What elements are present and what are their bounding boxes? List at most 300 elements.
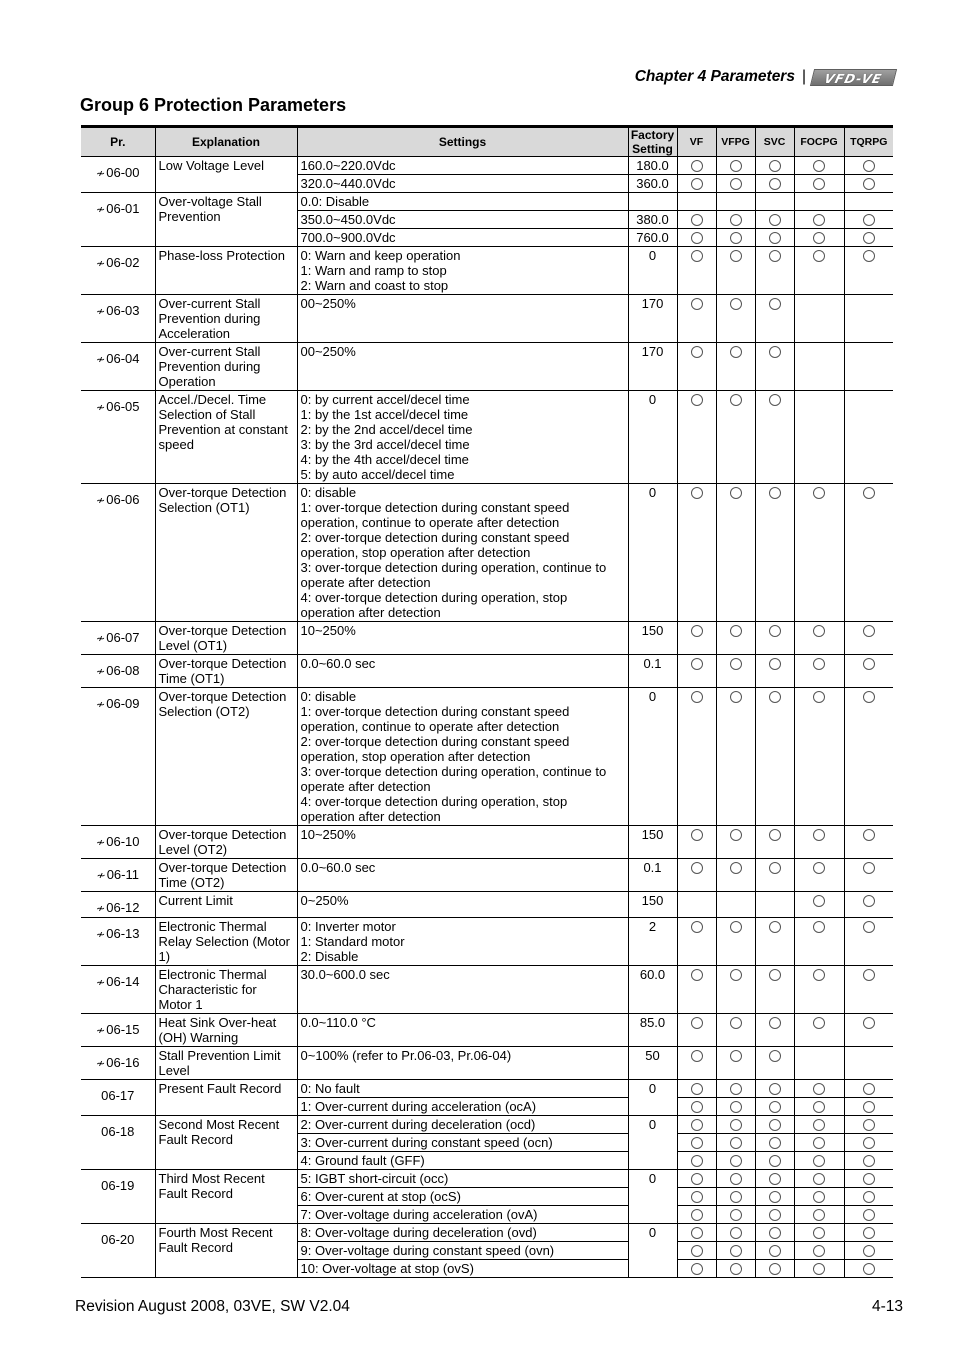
supported-mode-circle-icon	[691, 1083, 703, 1095]
parameter-row	[81, 966, 893, 1014]
supported-mode-circle-icon	[769, 1083, 781, 1095]
parameter-explanation: Over-torque Detection Level (OT1)	[155, 622, 297, 655]
footer-revision: Revision August 2008, 03VE, SW V2.04	[75, 1298, 350, 1315]
supported-mode-circle-icon	[769, 1173, 781, 1185]
mode-focpg-cell	[794, 1014, 844, 1047]
mode-svc-cell	[755, 1098, 794, 1116]
settings-cell	[297, 826, 628, 859]
supported-mode-circle-icon	[730, 625, 742, 637]
parameter-table	[81, 125, 893, 1278]
settings-cell	[297, 966, 628, 1014]
setting-option: 1: Over-current during acceleration (ocA)	[300, 1099, 537, 1114]
supported-mode-circle-icon	[730, 250, 742, 262]
supported-mode-circle-icon	[863, 214, 875, 226]
supported-mode-circle-icon	[691, 1119, 703, 1131]
parameter-number-cell	[81, 688, 155, 826]
mode-vfpg-cell	[716, 1116, 755, 1134]
parameter-row	[81, 295, 893, 343]
mode-tqrpg-cell	[844, 1224, 893, 1242]
mode-vfpg-cell	[716, 1224, 755, 1242]
factory-setting	[628, 193, 677, 211]
settings-cell	[297, 859, 628, 892]
parameter-row	[81, 157, 893, 175]
setting-option: 10~250%	[300, 623, 356, 638]
setting-option: 1: Warn and ramp to stop	[300, 263, 447, 278]
parameter-number-cell	[81, 1047, 155, 1080]
mode-vf-cell	[677, 247, 716, 295]
setting-option: 0: disable	[300, 689, 357, 704]
column-header-svc: SVC	[755, 127, 794, 157]
mode-vfpg-cell	[716, 391, 755, 484]
mode-vfpg-cell	[716, 211, 755, 229]
setting-option: 320.0~440.0Vdc	[300, 176, 396, 191]
mode-tqrpg-cell	[844, 211, 893, 229]
logo-text: VFD-VE	[822, 71, 884, 86]
supported-mode-circle-icon	[769, 298, 781, 310]
settings-cell	[297, 1206, 628, 1224]
settings-cell	[297, 1260, 628, 1278]
vfd-ve-logo	[810, 69, 897, 86]
setting-option: 4: by the 4th accel/decel time	[300, 452, 469, 467]
setting-option: 2: over-torque detection during constant speed operation, stop operation after detection	[300, 530, 570, 560]
setting-option: 2: Warn and coast to stop	[300, 278, 449, 293]
mode-vfpg-cell	[716, 1152, 755, 1170]
supported-mode-circle-icon	[769, 1101, 781, 1113]
parameter-row	[81, 1047, 893, 1080]
run-editable-icon: ≁	[96, 836, 106, 849]
supported-mode-circle-icon	[863, 862, 875, 874]
factory-setting: 150	[628, 622, 677, 655]
settings-cell	[297, 1188, 628, 1206]
parameter-number-cell	[81, 826, 155, 859]
supported-mode-circle-icon	[691, 862, 703, 874]
mode-focpg-cell	[794, 193, 844, 211]
supported-mode-circle-icon	[769, 1050, 781, 1062]
supported-mode-circle-icon	[813, 1119, 825, 1131]
parameter-number: 06-09	[106, 696, 140, 711]
parameter-number: 06-02	[106, 255, 140, 270]
mode-svc-cell	[755, 193, 794, 211]
supported-mode-circle-icon	[813, 178, 825, 190]
supported-mode-circle-icon	[813, 625, 825, 637]
mode-focpg-cell	[794, 247, 844, 295]
parameter-row	[81, 1224, 893, 1242]
setting-option: 0: by current accel/decel time	[300, 392, 470, 407]
mode-vfpg-cell	[716, 175, 755, 193]
settings-cell	[297, 247, 628, 295]
mode-vfpg-cell	[716, 1098, 755, 1116]
setting-option: 3: over-torque detection during operation, continue to operate after detection	[300, 764, 607, 794]
supported-mode-circle-icon	[863, 658, 875, 670]
setting-option: 0: disable	[300, 485, 357, 500]
parameter-number: 06-20	[101, 1232, 135, 1247]
mode-svc-cell	[755, 859, 794, 892]
mode-tqrpg-cell	[844, 1080, 893, 1098]
mode-svc-cell	[755, 1116, 794, 1134]
mode-vf-cell	[677, 966, 716, 1014]
supported-mode-circle-icon	[730, 1083, 742, 1095]
factory-setting: 360.0	[628, 175, 677, 193]
supported-mode-circle-icon	[813, 921, 825, 933]
factory-setting: 0	[628, 1080, 677, 1116]
parameter-explanation: Fourth Most Recent Fault Record	[155, 1224, 297, 1278]
settings-cell	[297, 484, 628, 622]
mode-tqrpg-cell	[844, 193, 893, 211]
mode-tqrpg-cell	[844, 1014, 893, 1047]
settings-cell	[297, 1080, 628, 1098]
factory-setting: 150	[628, 892, 677, 918]
mode-tqrpg-cell	[844, 1098, 893, 1116]
supported-mode-circle-icon	[691, 1191, 703, 1203]
supported-mode-circle-icon	[730, 1227, 742, 1239]
mode-svc-cell	[755, 211, 794, 229]
mode-tqrpg-cell	[844, 1188, 893, 1206]
settings-cell	[297, 343, 628, 391]
mode-focpg-cell	[794, 157, 844, 175]
parameter-row	[81, 343, 893, 391]
setting-option: 0: No fault	[300, 1081, 360, 1096]
setting-option: 0~100% (refer to Pr.06-03, Pr.06-04)	[300, 1048, 512, 1063]
mode-svc-cell	[755, 1224, 794, 1242]
parameter-number-cell	[81, 1080, 155, 1116]
parameter-explanation: Second Most Recent Fault Record	[155, 1116, 297, 1170]
parameter-number: 06-12	[106, 900, 140, 915]
factory-setting: 760.0	[628, 229, 677, 247]
mode-focpg-cell	[794, 391, 844, 484]
supported-mode-circle-icon	[863, 1137, 875, 1149]
parameter-number-cell	[81, 295, 155, 343]
supported-mode-circle-icon	[730, 160, 742, 172]
supported-mode-circle-icon	[813, 250, 825, 262]
mode-svc-cell	[755, 655, 794, 688]
setting-option: 4: over-torque detection during operation, stop operation after detection	[300, 590, 568, 620]
settings-cell	[297, 157, 628, 175]
supported-mode-circle-icon	[691, 1173, 703, 1185]
parameter-number: 06-01	[106, 201, 140, 216]
factory-setting: 60.0	[628, 966, 677, 1014]
mode-vfpg-cell	[716, 1134, 755, 1152]
factory-setting: 0.1	[628, 655, 677, 688]
run-editable-icon: ≁	[96, 632, 106, 645]
parameter-row	[81, 892, 893, 918]
parameter-number: 06-05	[106, 399, 140, 414]
setting-option: 1: by the 1st accel/decel time	[300, 407, 469, 422]
supported-mode-circle-icon	[691, 346, 703, 358]
supported-mode-circle-icon	[863, 1245, 875, 1257]
supported-mode-circle-icon	[730, 394, 742, 406]
setting-option: 2: over-torque detection during constant speed operation, stop operation after detection	[300, 734, 570, 764]
supported-mode-circle-icon	[813, 1155, 825, 1167]
mode-svc-cell	[755, 1206, 794, 1224]
settings-cell	[297, 1098, 628, 1116]
mode-vf-cell	[677, 229, 716, 247]
supported-mode-circle-icon	[730, 178, 742, 190]
supported-mode-circle-icon	[769, 625, 781, 637]
parameter-row	[81, 655, 893, 688]
setting-option: 00~250%	[300, 296, 356, 311]
mode-vf-cell	[677, 892, 716, 918]
supported-mode-circle-icon	[813, 160, 825, 172]
mode-svc-cell	[755, 1047, 794, 1080]
settings-cell	[297, 1224, 628, 1242]
supported-mode-circle-icon	[769, 1245, 781, 1257]
mode-focpg-cell	[794, 1188, 844, 1206]
supported-mode-circle-icon	[863, 625, 875, 637]
supported-mode-circle-icon	[769, 1209, 781, 1221]
supported-mode-circle-icon	[730, 1137, 742, 1149]
setting-option: 0: Warn and keep operation	[300, 248, 461, 263]
supported-mode-circle-icon	[691, 160, 703, 172]
supported-mode-circle-icon	[863, 969, 875, 981]
setting-option: 1: over-torque detection during constant speed operation, continue to operate after detection	[300, 704, 570, 734]
parameter-number: 06-14	[106, 974, 140, 989]
supported-mode-circle-icon	[813, 895, 825, 907]
column-header-factory-setting: Factory Setting	[628, 127, 677, 157]
parameter-row	[81, 193, 893, 211]
parameter-number: 06-04	[106, 351, 140, 366]
factory-setting: 0.1	[628, 859, 677, 892]
supported-mode-circle-icon	[730, 1017, 742, 1029]
mode-tqrpg-cell	[844, 1047, 893, 1080]
settings-cell	[297, 688, 628, 826]
parameter-number-cell	[81, 655, 155, 688]
supported-mode-circle-icon	[769, 1119, 781, 1131]
mode-tqrpg-cell	[844, 1206, 893, 1224]
supported-mode-circle-icon	[691, 298, 703, 310]
supported-mode-circle-icon	[730, 658, 742, 670]
settings-cell	[297, 295, 628, 343]
mode-focpg-cell	[794, 1170, 844, 1188]
mode-focpg-cell	[794, 622, 844, 655]
factory-setting: 0	[628, 484, 677, 622]
supported-mode-circle-icon	[691, 921, 703, 933]
supported-mode-circle-icon	[691, 178, 703, 190]
mode-vfpg-cell	[716, 859, 755, 892]
mode-vfpg-cell	[716, 343, 755, 391]
supported-mode-circle-icon	[691, 487, 703, 499]
mode-vfpg-cell	[716, 826, 755, 859]
supported-mode-circle-icon	[863, 691, 875, 703]
parameter-number: 06-15	[106, 1022, 140, 1037]
mode-svc-cell	[755, 688, 794, 826]
parameter-number-cell	[81, 1224, 155, 1278]
mode-focpg-cell	[794, 1116, 844, 1134]
mode-tqrpg-cell	[844, 295, 893, 343]
settings-cell	[297, 1116, 628, 1134]
mode-vfpg-cell	[716, 193, 755, 211]
mode-vf-cell	[677, 1116, 716, 1134]
setting-option: 3: by the 3rd accel/decel time	[300, 437, 470, 452]
supported-mode-circle-icon	[730, 1209, 742, 1221]
supported-mode-circle-icon	[730, 1119, 742, 1131]
mode-vfpg-cell	[716, 247, 755, 295]
mode-focpg-cell	[794, 1242, 844, 1260]
mode-svc-cell	[755, 157, 794, 175]
supported-mode-circle-icon	[769, 1191, 781, 1203]
mode-tqrpg-cell	[844, 1260, 893, 1278]
mode-vf-cell	[677, 295, 716, 343]
parameter-number-cell	[81, 247, 155, 295]
supported-mode-circle-icon	[691, 250, 703, 262]
supported-mode-circle-icon	[813, 1209, 825, 1221]
parameter-explanation: Over-torque Detection Time (OT1)	[155, 655, 297, 688]
setting-option: 2: Over-current during deceleration (ocd)	[300, 1117, 536, 1132]
supported-mode-circle-icon	[863, 1263, 875, 1275]
settings-cell	[297, 175, 628, 193]
setting-option: 3: over-torque detection during operation, continue to operate after detection	[300, 560, 607, 590]
supported-mode-circle-icon	[769, 969, 781, 981]
supported-mode-circle-icon	[813, 829, 825, 841]
column-header-explanation: Explanation	[155, 127, 297, 157]
page-number: 4-13	[871, 1298, 903, 1315]
setting-option: 0~250%	[300, 893, 349, 908]
factory-setting: 0	[628, 1170, 677, 1224]
settings-cell	[297, 1242, 628, 1260]
setting-option: 1: over-torque detection during constant speed operation, continue to operate after detection	[300, 500, 570, 530]
mode-tqrpg-cell	[844, 859, 893, 892]
mode-vfpg-cell	[716, 966, 755, 1014]
mode-svc-cell	[755, 1080, 794, 1098]
settings-cell	[297, 622, 628, 655]
supported-mode-circle-icon	[769, 829, 781, 841]
supported-mode-circle-icon	[813, 1173, 825, 1185]
factory-setting: 0	[628, 247, 677, 295]
mode-tqrpg-cell	[844, 157, 893, 175]
factory-setting: 150	[628, 826, 677, 859]
parameter-row	[81, 826, 893, 859]
parameter-number-cell	[81, 859, 155, 892]
factory-setting: 380.0	[628, 211, 677, 229]
supported-mode-circle-icon	[863, 895, 875, 907]
setting-option: 5: by auto accel/decel time	[300, 467, 455, 482]
supported-mode-circle-icon	[691, 1137, 703, 1149]
setting-option: 4: over-torque detection during operation, stop operation after detection	[300, 794, 568, 824]
settings-cell	[297, 655, 628, 688]
supported-mode-circle-icon	[813, 1101, 825, 1113]
chapter-header	[635, 68, 806, 86]
mode-tqrpg-cell	[844, 229, 893, 247]
parameter-number-cell	[81, 966, 155, 1014]
supported-mode-circle-icon	[691, 969, 703, 981]
supported-mode-circle-icon	[730, 346, 742, 358]
parameter-number-cell	[81, 1014, 155, 1047]
supported-mode-circle-icon	[730, 921, 742, 933]
supported-mode-circle-icon	[691, 1209, 703, 1221]
parameter-number: 06-07	[106, 630, 140, 645]
mode-focpg-cell	[794, 688, 844, 826]
mode-tqrpg-cell	[844, 247, 893, 295]
parameter-explanation: Over-torque Detection Time (OT2)	[155, 859, 297, 892]
factory-setting: 0	[628, 391, 677, 484]
column-header-focpg: FOCPG	[794, 127, 844, 157]
supported-mode-circle-icon	[813, 658, 825, 670]
run-editable-icon: ≁	[96, 869, 106, 882]
parameter-explanation: Current Limit	[155, 892, 297, 918]
setting-option: 7: Over-voltage during acceleration (ovA)	[300, 1207, 538, 1222]
mode-focpg-cell	[794, 1152, 844, 1170]
supported-mode-circle-icon	[691, 1101, 703, 1113]
supported-mode-circle-icon	[863, 487, 875, 499]
supported-mode-circle-icon	[863, 921, 875, 933]
mode-vf-cell	[677, 1260, 716, 1278]
run-editable-icon: ≁	[96, 257, 106, 270]
parameter-number-cell	[81, 1170, 155, 1224]
mode-vf-cell	[677, 1152, 716, 1170]
setting-option: 4: Ground fault (GFF)	[300, 1153, 425, 1168]
supported-mode-circle-icon	[813, 1227, 825, 1239]
mode-focpg-cell	[794, 1098, 844, 1116]
setting-option: 0.0~110.0 °C	[300, 1015, 376, 1030]
mode-vf-cell	[677, 1098, 716, 1116]
mode-vf-cell	[677, 391, 716, 484]
parameter-number: 06-06	[106, 492, 140, 507]
run-editable-icon: ≁	[96, 665, 106, 678]
parameter-number: 06-18	[101, 1124, 135, 1139]
supported-mode-circle-icon	[691, 214, 703, 226]
parameter-row	[81, 247, 893, 295]
mode-tqrpg-cell	[844, 1170, 893, 1188]
setting-option: 5: IGBT short-circuit (occ)	[300, 1171, 449, 1186]
mode-vf-cell	[677, 1206, 716, 1224]
factory-setting: 2	[628, 918, 677, 966]
run-editable-icon: ≁	[96, 203, 106, 216]
supported-mode-circle-icon	[769, 346, 781, 358]
parameter-number-cell	[81, 484, 155, 622]
parameter-explanation: Accel./Decel. Time Selection of Stall Prevention at constant speed	[155, 391, 297, 484]
settings-cell	[297, 1047, 628, 1080]
supported-mode-circle-icon	[769, 1263, 781, 1275]
mode-vfpg-cell	[716, 1206, 755, 1224]
settings-cell	[297, 1152, 628, 1170]
supported-mode-circle-icon	[769, 862, 781, 874]
mode-svc-cell	[755, 484, 794, 622]
mode-vfpg-cell	[716, 157, 755, 175]
supported-mode-circle-icon	[813, 1083, 825, 1095]
parameter-row	[81, 1170, 893, 1188]
supported-mode-circle-icon	[813, 232, 825, 244]
mode-tqrpg-cell	[844, 1134, 893, 1152]
factory-setting: 0	[628, 688, 677, 826]
mode-svc-cell	[755, 826, 794, 859]
parameter-explanation: Third Most Recent Fault Record	[155, 1170, 297, 1224]
run-editable-icon: ≁	[96, 928, 106, 941]
parameter-row	[81, 1080, 893, 1098]
supported-mode-circle-icon	[730, 214, 742, 226]
setting-option: 2: Disable	[300, 949, 359, 964]
mode-svc-cell	[755, 1134, 794, 1152]
supported-mode-circle-icon	[769, 1137, 781, 1149]
parameter-explanation: Present Fault Record	[155, 1080, 297, 1116]
parameter-explanation: Over-torque Detection Level (OT2)	[155, 826, 297, 859]
supported-mode-circle-icon	[769, 921, 781, 933]
supported-mode-circle-icon	[730, 1263, 742, 1275]
mode-focpg-cell	[794, 966, 844, 1014]
mode-vf-cell	[677, 484, 716, 622]
column-header-vfpg: VFPG	[716, 127, 755, 157]
mode-svc-cell	[755, 229, 794, 247]
supported-mode-circle-icon	[691, 1050, 703, 1062]
mode-tqrpg-cell	[844, 655, 893, 688]
supported-mode-circle-icon	[769, 1017, 781, 1029]
supported-mode-circle-icon	[730, 1101, 742, 1113]
factory-setting: 50	[628, 1047, 677, 1080]
supported-mode-circle-icon	[863, 1227, 875, 1239]
mode-vf-cell	[677, 1134, 716, 1152]
mode-svc-cell	[755, 391, 794, 484]
mode-vfpg-cell	[716, 295, 755, 343]
mode-svc-cell	[755, 1152, 794, 1170]
settings-cell	[297, 391, 628, 484]
